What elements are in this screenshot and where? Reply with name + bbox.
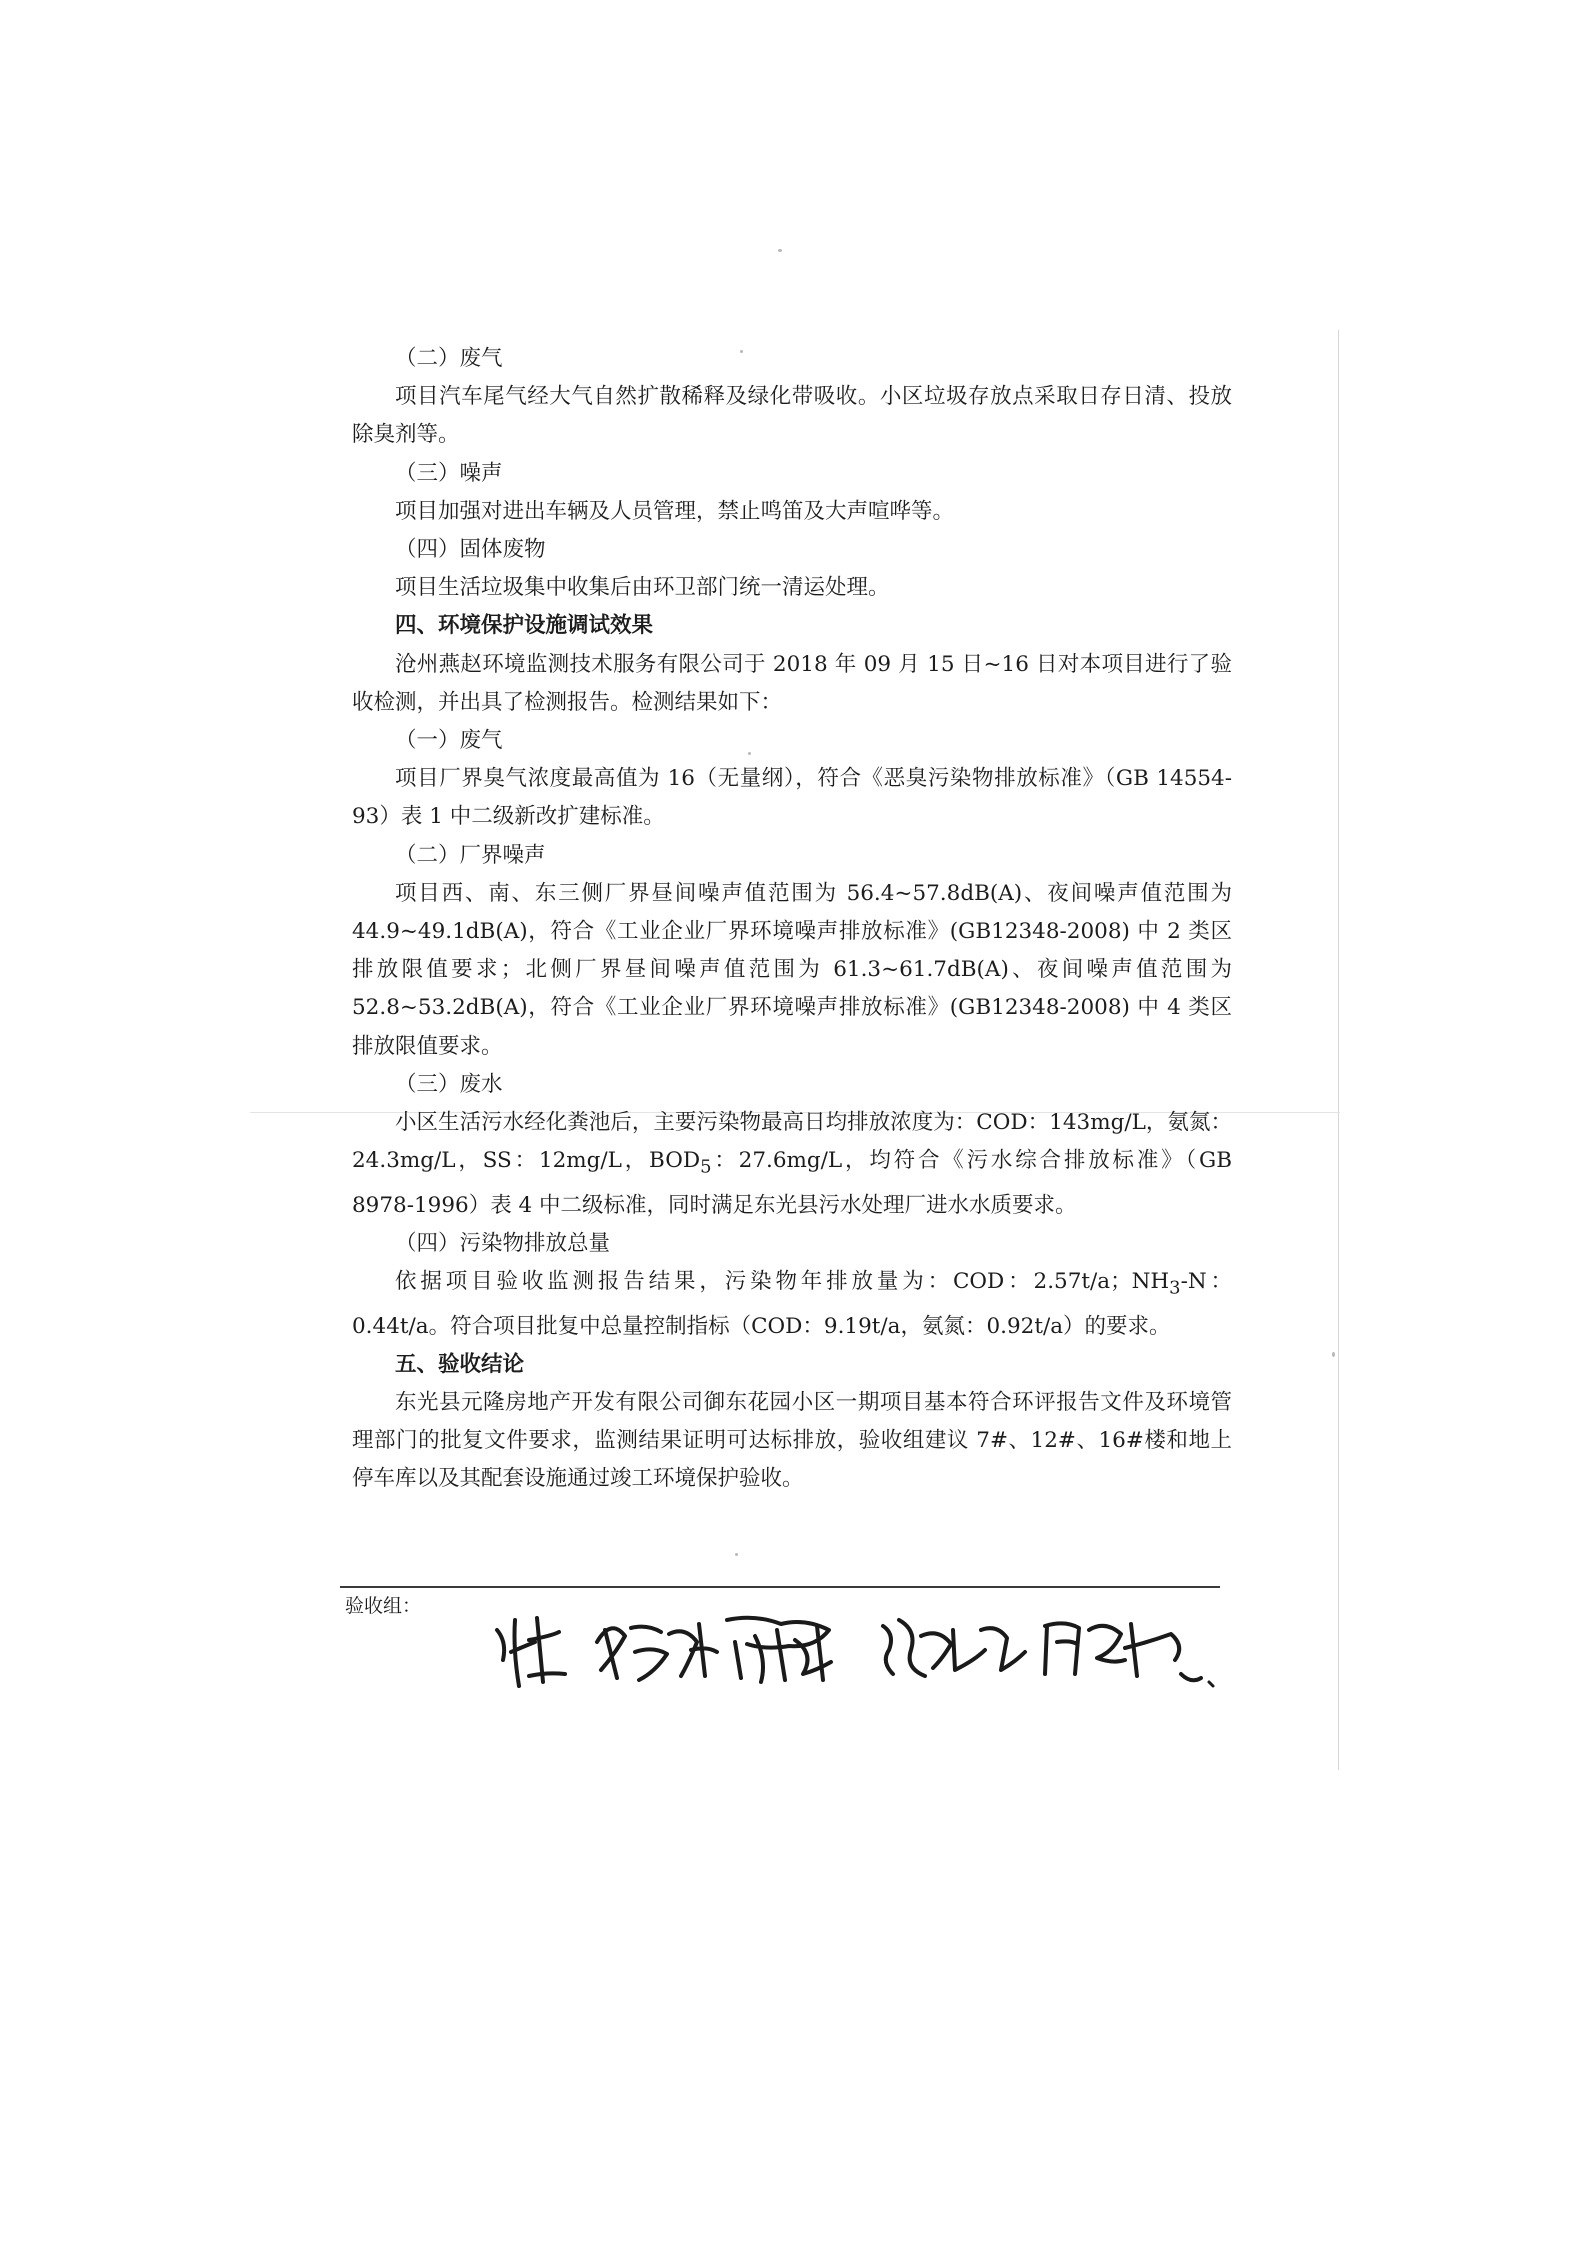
result-total-emission-text bbox=[352, 1263, 1232, 1346]
section-noise-text: 项目加强对进出车辆及人员管理，禁止鸣笛及大声喧哗等。 bbox=[395, 498, 955, 524]
scan-speck bbox=[735, 1553, 738, 1556]
result-exhaust-text: 项目厂界臭气浓度最高值为 16（无量纲），符合《恶臭污染物排放标准》（GB 14554-93）表 1 中二级新改扩建标准。 bbox=[352, 766, 1232, 830]
result-exhaust-heading: （一）废气 bbox=[395, 728, 503, 754]
scan-speck bbox=[778, 249, 782, 252]
report-page-body bbox=[352, 340, 1232, 1499]
section-exhaust-text: 项目汽车尾气经大气自然扩散稀释及绿化带吸收。小区垃圾存放点采取日存日清、投放除臭剂等。 bbox=[352, 384, 1232, 448]
result-total-emission-text-a: 依据项目验收监测报告结果，污染物年排放量为：COD：2.57t/a；NH bbox=[395, 1269, 1170, 1295]
part-4-intro: 沧州燕赵环境监测技术服务有限公司于 2018 年 09 月 15 日~16 日对本项目进行了验收检测，并出具了检测报告。检测结果如下： bbox=[352, 651, 1232, 715]
signature-label: 验收组： bbox=[345, 1595, 422, 1617]
section-exhaust-heading: （二）废气 bbox=[395, 346, 503, 371]
scan-edge-line bbox=[1338, 330, 1339, 1770]
part-5-text: 东光县元隆房地产开发有限公司御东花园小区一期项目基本符合环评报告文件及环境管理部门的批复文件要求，监测结果证明可达标排放，验收组建议 7#、12#、16#楼和地上停车库以及其配套设施通过竣工环境保护验收。 bbox=[352, 1390, 1232, 1492]
section-solid-waste-text: 项目生活垃圾集中收集后由环卫部门统一清运处理。 bbox=[395, 575, 890, 601]
section-solid-waste-heading: （四）固体废物 bbox=[395, 537, 546, 563]
nh3-subscript: 3 bbox=[1169, 1277, 1181, 1299]
result-total-emission-heading: （四）污染物排放总量 bbox=[395, 1230, 611, 1256]
section-noise-heading: （三）噪声 bbox=[395, 460, 503, 486]
result-noise-heading: （二）厂界噪声 bbox=[395, 842, 546, 868]
result-wastewater-text-a: 小区生活污水经化粪池后，主要污染物最高日均排放浓度为：COD：143mg/L，氨氮：24.3mg/L，SS：12mg/L，BOD bbox=[352, 1110, 1232, 1174]
result-wastewater-heading: （三）废水 bbox=[395, 1071, 503, 1097]
signature-rule bbox=[340, 1586, 1220, 1588]
handwritten-signatures bbox=[485, 1590, 1245, 1700]
part-4-title: 四、环境保护设施调试效果 bbox=[395, 613, 654, 639]
result-wastewater-text-b: ：27.6mg/L，均符合《污水综合排放标准》（GB 8978-1996）表 4 中二级标准，同时满足东光县污水处理厂进水水质要求。 bbox=[352, 1148, 1232, 1218]
bod-subscript: 5 bbox=[700, 1156, 712, 1178]
signature-block bbox=[340, 1582, 1240, 1702]
result-noise-text: 项目西、南、东三侧厂界昼间噪声值范围为 56.4~57.8dB(A)、夜间噪声值范围为 44.9~49.1dB(A)，符合《工业企业厂界环境噪声排放标准》(GB12348-2008) 中 2 类区排放限值要求；北侧厂界昼间噪声值范围为 61.3~61.7dB(A)、夜间噪声值范围为 52.8~53.2dB(A)，符合《工业企业厂界环境噪声排放标准》(GB12348-2008) 中 4 类区排放限值要求。 bbox=[352, 880, 1232, 1059]
scan-speck bbox=[1332, 1352, 1335, 1357]
part-5-title: 五、验收结论 bbox=[395, 1351, 525, 1377]
result-total-emission-text-b: -N：0.44t/a。符合项目批复中总量控制指标（COD：9.19t/a，氨氮：0.92t/a）的要求。 bbox=[352, 1269, 1233, 1339]
result-wastewater-text bbox=[352, 1104, 1232, 1225]
